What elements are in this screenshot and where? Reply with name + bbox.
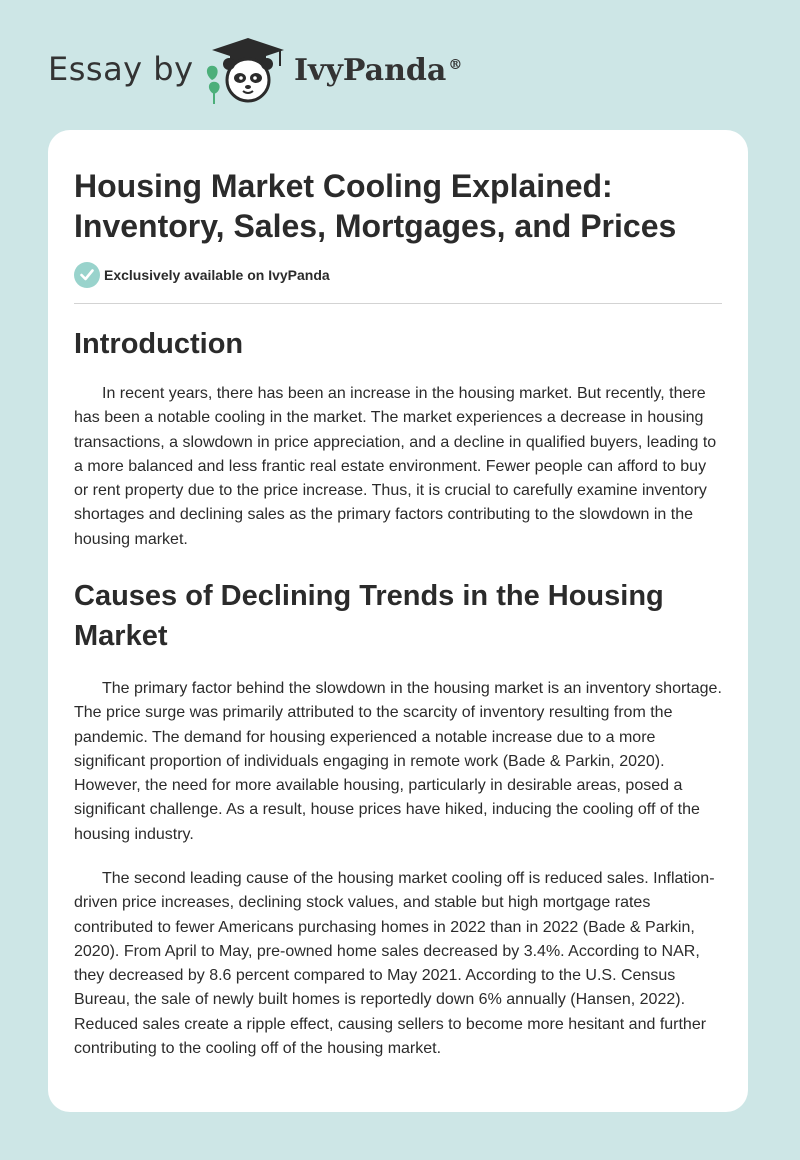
registered-mark: ® — [448, 57, 463, 73]
section-heading-introduction: Introduction — [74, 328, 244, 360]
paragraph: The primary factor behind the slowdown in the housing market is an inventory shortage. The price surge was primarily attributed to the scarcity of inventory resulting from the pandemic. The demand for housing experienced a notable increase due to a more significant proportion of individuals engaging in remote work (Bade & Parkin, 2020). However, the need for more available housing, particularly in desirable areas, posed a significant challenge. As a result, house prices have hiked, inducing the cooling off of the housing industry. — [74, 680, 722, 843]
essay-card — [48, 130, 748, 1112]
exclusive-badge-label: Exclusively available on IvyPanda — [104, 267, 330, 283]
section-heading-causes: Causes of Declining Trends in the Housing Market — [74, 580, 664, 652]
essay-by-label: Essay by — [48, 50, 194, 88]
panda-logo-icon[interactable] — [200, 34, 290, 108]
divider — [74, 303, 722, 304]
paragraph: The second leading cause of the housing market cooling off is reduced sales. Inflation-driven price increases, declining stock values, and stable but high mortgage rates contributed to fewer Americans purchasing homes in 2022 than in 2022 (Bade & Parkin, 2020). From April to May, pre-owned home sales decreased by 3.4%. According to NAR, they decreased by 8.6 percent compared to May 2021. According to the U.S. Census Bureau, the sale of newly built homes is reportedly down 6% annually (Hansen, 2022). Reduced sales create a ripple effect, causing sellers to become more hesitant and further contributing to the cooling off of the housing market. — [74, 870, 715, 1058]
brand-label: IvyPanda — [294, 53, 447, 88]
check-icon — [74, 262, 100, 288]
ivy-leaf-icon — [207, 66, 220, 104]
site-header — [0, 0, 800, 120]
paragraph: In recent years, there has been an increase in the housing market. But recently, there has been a notable cooling in the market. The market experiences a decrease in housing transactions, a slowdown in price appreciation, and a decline in qualified buyers, leading to a more balanced and less frantic real estate environment. Fewer people can afford to buy or rent property due to the price increase. Thus, it is crucial to carefully examine inventory shortages and declining sales as the primary factors contributing to the slowdown in the housing market. — [74, 385, 717, 548]
brand-name[interactable] — [294, 53, 462, 88]
essay-title: Housing Market Cooling Explained: Inventory, Sales, Mortgages, and Prices — [74, 168, 677, 244]
